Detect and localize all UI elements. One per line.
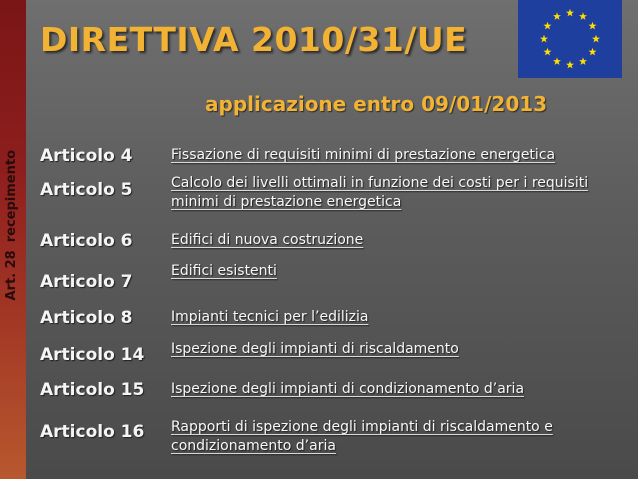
page-title: DIRETTIVA 2010/31/UE (40, 20, 468, 59)
article-number: Articolo 4 (40, 146, 133, 166)
article-number: Articolo 15 (40, 380, 145, 400)
vertical-label-article: Art. 28 (4, 250, 19, 301)
eu-flag-graphic (518, 0, 622, 78)
article-number: Articolo 14 (40, 345, 145, 365)
article-description: Calcolo dei livelli ottimali in funzione dei costi per i requisiti minimi di prestazione energetica (171, 175, 589, 210)
article-number: Articolo 8 (40, 308, 133, 328)
article-description: Ispezione degli impianti di condizionamento d’aria (171, 381, 525, 397)
page-subtitle: applicazione entro 09/01/2013 (205, 92, 548, 116)
vertical-label (4, 150, 22, 340)
article-number: Articolo 5 (40, 180, 133, 200)
article-description: Edifici di nuova costruzione (171, 232, 364, 248)
article-description: Impianti tecnici per l’edilizia (171, 309, 369, 325)
article-description: Rapporti di ispezione degli impianti di riscaldamento e condizionamento d’aria (171, 419, 553, 454)
article-number: Articolo 7 (40, 272, 133, 292)
article-description: Edifici esistenti (171, 263, 277, 279)
article-description: Fissazione di requisiti minimi di prestazione energetica (171, 147, 556, 163)
article-number: Articolo 16 (40, 422, 145, 442)
article-description: Ispezione degli impianti di riscaldamento (171, 341, 459, 357)
vertical-label-text: recepimento (4, 150, 19, 243)
article-number: Articolo 6 (40, 231, 133, 251)
eu-flag-icon (518, 0, 622, 78)
